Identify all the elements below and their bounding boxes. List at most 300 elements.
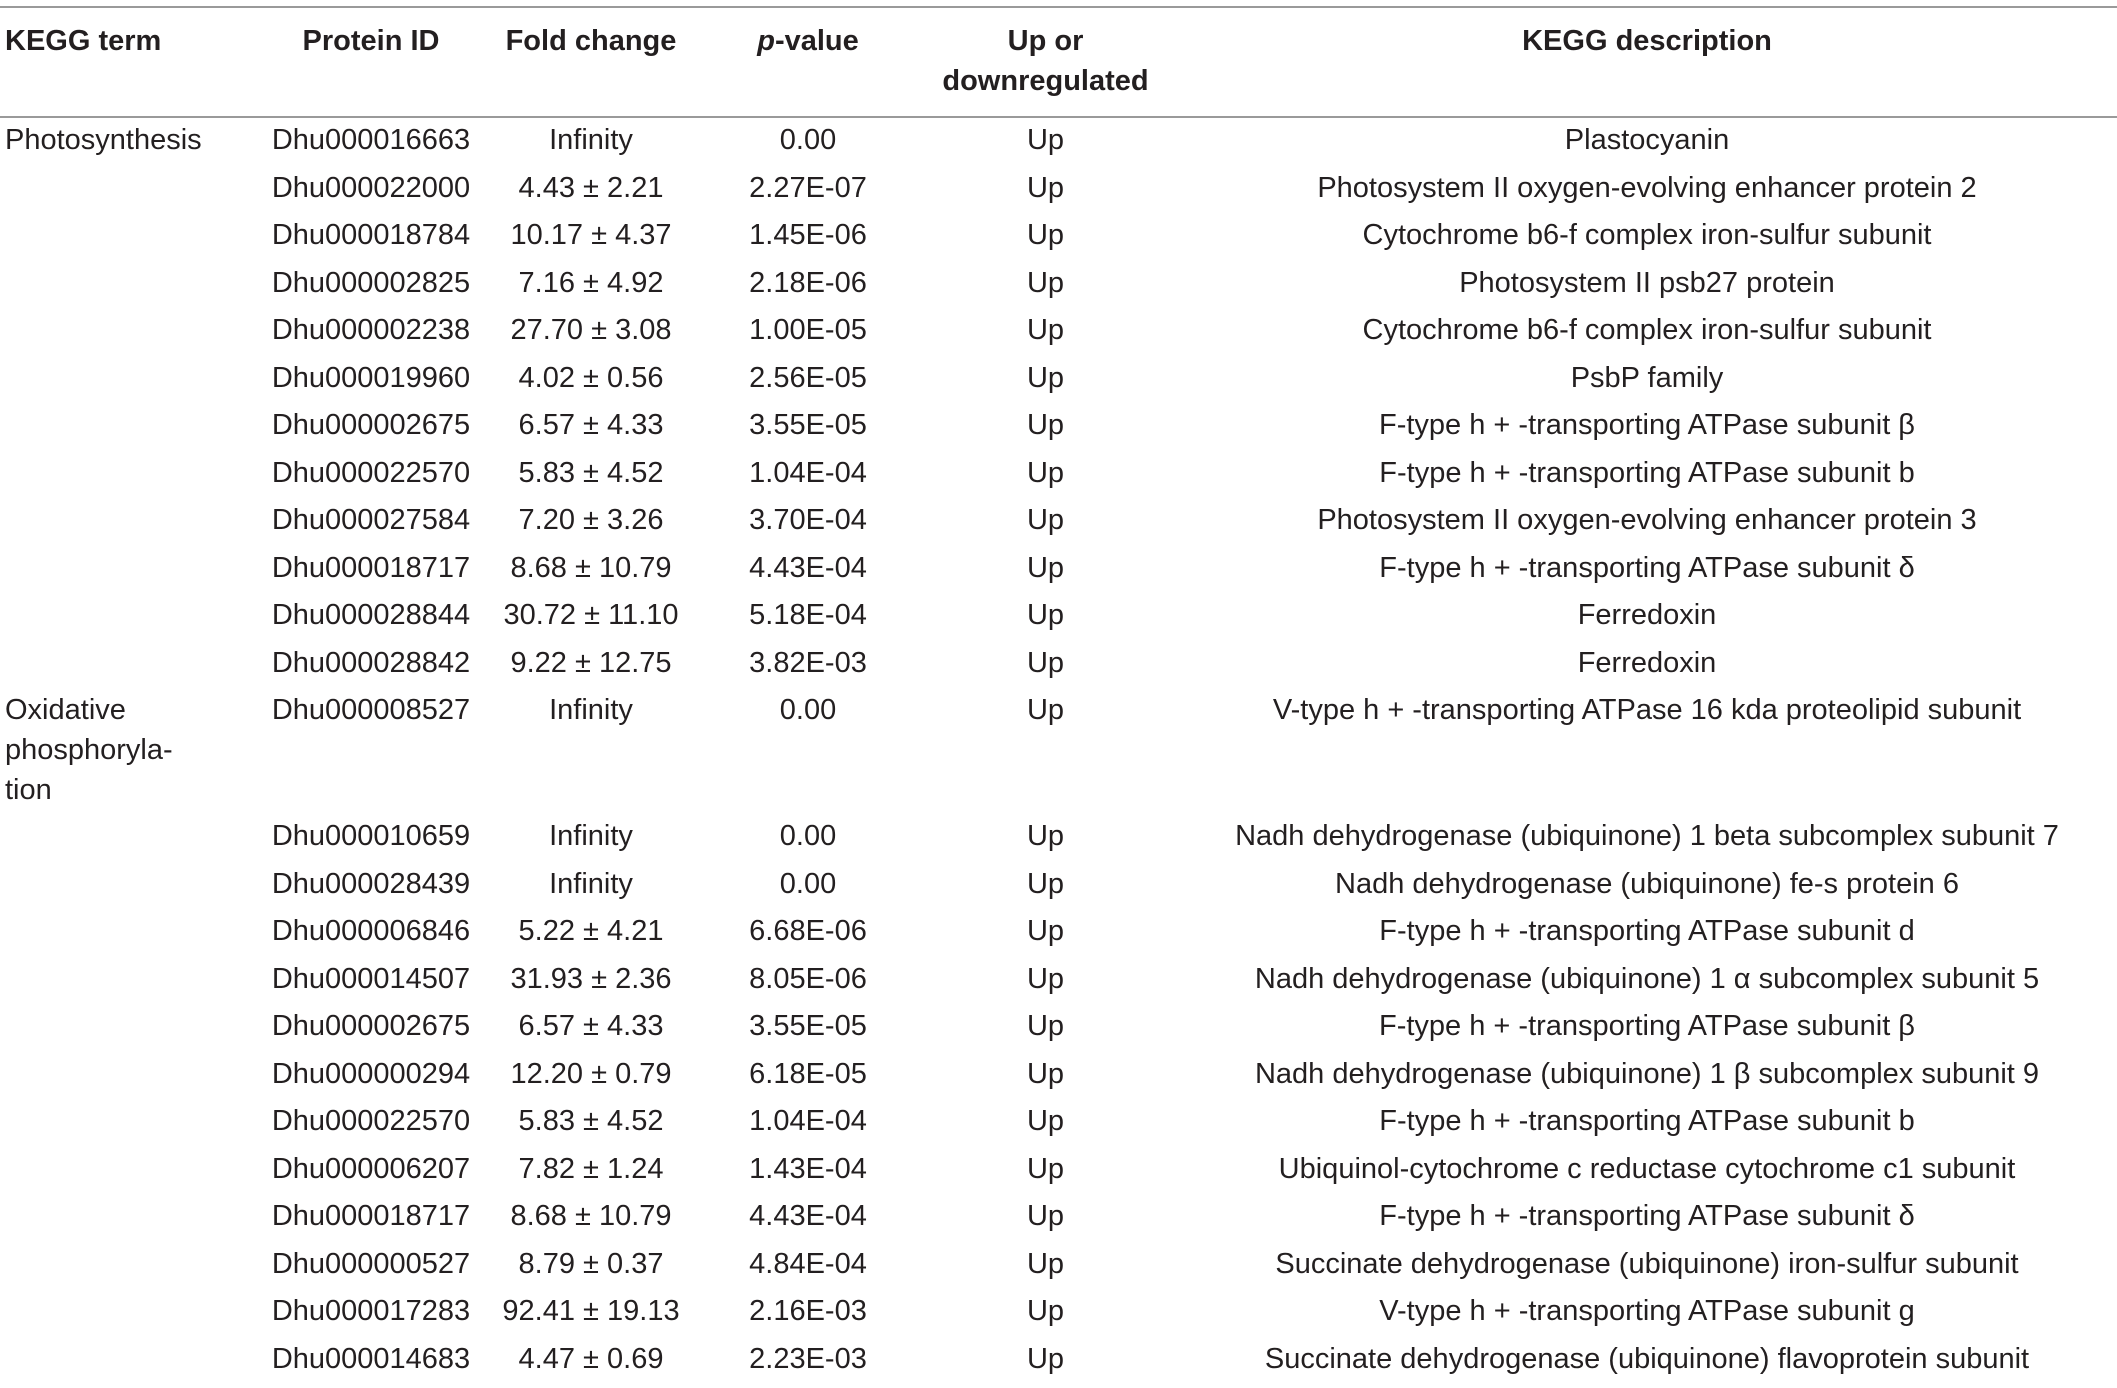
cell-kegg-term bbox=[0, 1051, 262, 1099]
cell-fold-change-text: 4.02 ± 0.56 bbox=[518, 361, 664, 394]
cell-protein-id-text: Dhu000018717 bbox=[271, 551, 471, 584]
cell-protein-id bbox=[262, 1241, 480, 1289]
cell-regulation bbox=[914, 450, 1177, 498]
cell-fold-change-text: 5.22 ± 4.21 bbox=[518, 915, 664, 947]
cell-kegg-description-text: Ferredoxin bbox=[1577, 599, 1717, 631]
cell-regulation bbox=[914, 212, 1177, 260]
cell-regulation-text: Up bbox=[1026, 171, 1065, 204]
cell-regulation-text: Up bbox=[1026, 1105, 1065, 1137]
cell-protein-id-text: Dhu000002825 bbox=[271, 266, 471, 299]
table-row bbox=[0, 260, 2117, 308]
cell-fold-change-text: 30.72 ± 11.10 bbox=[503, 599, 679, 631]
cell-regulation bbox=[914, 1336, 1177, 1384]
cell-protein-id bbox=[262, 1336, 480, 1384]
cell-kegg-term bbox=[0, 956, 262, 1004]
cell-protein-id-text: Dhu000014507 bbox=[271, 962, 471, 995]
cell-kegg-description bbox=[1177, 908, 2117, 956]
table-row bbox=[0, 165, 2117, 213]
cell-p-value-text: 2.18E-06 bbox=[749, 266, 867, 299]
cell-p-value bbox=[702, 212, 914, 260]
cell-fold-change-text: 8.68 ± 10.79 bbox=[510, 1200, 672, 1232]
cell-p-value-text: 8.05E-06 bbox=[749, 962, 867, 995]
cell-fold-change-text: 7.16 ± 4.92 bbox=[518, 266, 664, 299]
cell-kegg-term-text bbox=[5, 813, 195, 816]
cell-kegg-term-text bbox=[5, 1098, 195, 1101]
cell-protein-id-text: Dhu000002675 bbox=[271, 409, 471, 441]
cell-p-value bbox=[702, 545, 914, 593]
cell-kegg-description-text: Photosystem II oxygen-evolving enhancer protein 3 bbox=[1317, 504, 1977, 536]
cell-kegg-term-text bbox=[5, 1336, 195, 1339]
cell-kegg-description-text: V-type h + -transporting ATPase subunit g bbox=[1379, 1295, 1915, 1327]
cell-protein-id-text: Dhu000008527 bbox=[271, 694, 471, 726]
cell-p-value-text: 3.55E-05 bbox=[749, 1010, 867, 1042]
cell-p-value-text: 0.00 bbox=[779, 694, 837, 726]
cell-kegg-description-text: Succinate dehydrogenase (ubiquinone) flavoprotein subunit bbox=[1264, 1342, 2030, 1375]
cell-protein-id-text: Dhu000022570 bbox=[271, 456, 471, 489]
cell-regulation-text: Up bbox=[1026, 962, 1065, 995]
cell-regulation bbox=[914, 640, 1177, 688]
cell-protein-id-text: Dhu000022000 bbox=[271, 171, 471, 204]
cell-kegg-description bbox=[1177, 1146, 2117, 1194]
cell-kegg-description bbox=[1177, 1288, 2117, 1336]
cell-kegg-term-text bbox=[5, 1146, 195, 1149]
header-up-down: Up or downregulated bbox=[942, 25, 1149, 97]
cell-kegg-description-text: F-type h + -transporting ATPase subunit δ bbox=[1379, 1200, 1915, 1232]
cell-protein-id bbox=[262, 1146, 480, 1194]
table-row bbox=[0, 117, 2117, 165]
cell-fold-change bbox=[480, 861, 702, 909]
cell-protein-id-text: Dhu000018717 bbox=[271, 1200, 471, 1232]
cell-protein-id bbox=[262, 1193, 480, 1241]
table-row bbox=[0, 1146, 2117, 1194]
table-row bbox=[0, 212, 2117, 260]
cell-fold-change bbox=[480, 1288, 702, 1336]
cell-protein-id-text: Dhu000018784 bbox=[271, 219, 471, 251]
cell-fold-change-text: 31.93 ± 2.36 bbox=[510, 962, 672, 995]
cell-kegg-description bbox=[1177, 355, 2117, 403]
cell-fold-change bbox=[480, 450, 702, 498]
cell-fold-change-text: 6.57 ± 4.33 bbox=[518, 409, 664, 441]
table-header bbox=[0, 0, 2117, 117]
cell-p-value-text: 2.16E-03 bbox=[749, 1295, 867, 1327]
cell-protein-id bbox=[262, 956, 480, 1004]
cell-p-value bbox=[702, 497, 914, 545]
cell-regulation-text: Up bbox=[1026, 694, 1065, 726]
cell-p-value-text: 4.43E-04 bbox=[749, 551, 867, 584]
table-row bbox=[0, 1051, 2117, 1099]
cell-regulation bbox=[914, 1146, 1177, 1194]
cell-fold-change-text: 7.82 ± 1.24 bbox=[518, 1152, 664, 1185]
cell-fold-change bbox=[480, 1098, 702, 1146]
cell-fold-change bbox=[480, 1051, 702, 1099]
cell-kegg-term-text bbox=[5, 640, 195, 643]
cell-p-value-text: 6.68E-06 bbox=[749, 915, 867, 947]
cell-p-value-text: 4.43E-04 bbox=[749, 1200, 867, 1232]
cell-p-value bbox=[702, 165, 914, 213]
cell-p-value bbox=[702, 1241, 914, 1289]
cell-kegg-term-text bbox=[5, 355, 195, 358]
cell-protein-id bbox=[262, 1051, 480, 1099]
cell-kegg-term bbox=[0, 1288, 262, 1336]
cell-kegg-description bbox=[1177, 640, 2117, 688]
cell-regulation-text: Up bbox=[1026, 867, 1065, 900]
cell-kegg-term-text: Photosynthesis bbox=[5, 124, 202, 156]
cell-kegg-description bbox=[1177, 117, 2117, 165]
cell-p-value-text: 1.43E-04 bbox=[749, 1152, 867, 1185]
header-kegg-description: KEGG description bbox=[1522, 25, 1772, 57]
cell-protein-id bbox=[262, 908, 480, 956]
cell-fold-change-text: Infinity bbox=[549, 820, 633, 852]
cell-kegg-term bbox=[0, 165, 262, 213]
cell-kegg-description-text: F-type h + -transporting ATPase subunit δ bbox=[1379, 551, 1915, 584]
cell-regulation bbox=[914, 592, 1177, 640]
cell-protein-id bbox=[262, 861, 480, 909]
cell-kegg-term bbox=[0, 117, 262, 165]
cell-p-value-text: 2.23E-03 bbox=[749, 1342, 867, 1375]
cell-protein-id-text: Dhu000028439 bbox=[271, 867, 471, 900]
header-kegg-term: KEGG term bbox=[5, 25, 162, 57]
cell-kegg-description bbox=[1177, 1003, 2117, 1051]
cell-fold-change bbox=[480, 117, 702, 165]
cell-kegg-description-text: Nadh dehydrogenase (ubiquinone) fe-s protein 6 bbox=[1335, 867, 1959, 900]
cell-regulation-text: Up bbox=[1026, 915, 1065, 947]
cell-regulation-text: Up bbox=[1026, 1295, 1065, 1327]
cell-p-value-text: 3.70E-04 bbox=[749, 504, 867, 536]
cell-kegg-term bbox=[0, 1098, 262, 1146]
cell-p-value bbox=[702, 355, 914, 403]
cell-protein-id bbox=[262, 592, 480, 640]
cell-kegg-description-text: V-type h + -transporting ATPase 16 kda proteolipid subunit bbox=[1272, 694, 2022, 726]
cell-p-value bbox=[702, 1336, 914, 1384]
cell-kegg-description-text: PsbP family bbox=[1570, 361, 1724, 394]
cell-protein-id bbox=[262, 640, 480, 688]
cell-regulation-text: Up bbox=[1026, 1057, 1065, 1090]
cell-regulation bbox=[914, 1193, 1177, 1241]
cell-fold-change bbox=[480, 1146, 702, 1194]
cell-kegg-term-text bbox=[5, 861, 195, 864]
cell-fold-change-text: 5.83 ± 4.52 bbox=[518, 456, 664, 489]
cell-protein-id-text: Dhu000022570 bbox=[271, 1105, 471, 1137]
cell-kegg-description-text: F-type h + -transporting ATPase subunit β bbox=[1379, 1010, 1915, 1042]
table-row bbox=[0, 497, 2117, 545]
cell-protein-id bbox=[262, 402, 480, 450]
cell-kegg-term bbox=[0, 592, 262, 640]
cell-kegg-description bbox=[1177, 1098, 2117, 1146]
cell-kegg-description-text: Photosystem II psb27 protein bbox=[1459, 266, 1835, 299]
cell-kegg-description bbox=[1177, 402, 2117, 450]
cell-fold-change-text: 92.41 ± 19.13 bbox=[502, 1295, 680, 1327]
cell-kegg-term-text bbox=[5, 450, 195, 453]
table-row bbox=[0, 592, 2117, 640]
cell-p-value-text: 0.00 bbox=[779, 867, 837, 900]
table-row bbox=[0, 307, 2117, 355]
cell-regulation bbox=[914, 813, 1177, 861]
cell-kegg-term bbox=[0, 545, 262, 593]
cell-kegg-term-text bbox=[5, 497, 195, 500]
cell-kegg-term bbox=[0, 1241, 262, 1289]
cell-fold-change bbox=[480, 1336, 702, 1384]
cell-regulation-text: Up bbox=[1026, 456, 1065, 489]
cell-fold-change-text: 7.20 ± 3.26 bbox=[518, 504, 664, 536]
cell-protein-id-text: Dhu000014683 bbox=[271, 1342, 471, 1375]
cell-kegg-term-text bbox=[5, 545, 195, 548]
cell-kegg-term bbox=[0, 212, 262, 260]
cell-kegg-term bbox=[0, 640, 262, 688]
cell-regulation-text: Up bbox=[1026, 646, 1065, 679]
cell-fold-change bbox=[480, 260, 702, 308]
cell-fold-change bbox=[480, 640, 702, 688]
cell-regulation-text: Up bbox=[1026, 820, 1065, 852]
cell-p-value-text: 1.04E-04 bbox=[749, 1105, 867, 1137]
cell-protein-id bbox=[262, 813, 480, 861]
header-p-value bbox=[702, 0, 914, 117]
cell-fold-change bbox=[480, 355, 702, 403]
table-row bbox=[0, 956, 2117, 1004]
cell-p-value-text: 4.84E-04 bbox=[749, 1247, 867, 1280]
table-row bbox=[0, 908, 2117, 956]
cell-kegg-description-text: Plastocyanin bbox=[1564, 124, 1730, 156]
table-row bbox=[0, 640, 2117, 688]
cell-fold-change bbox=[480, 165, 702, 213]
cell-regulation-text: Up bbox=[1026, 266, 1065, 299]
cell-fold-change bbox=[480, 592, 702, 640]
cell-kegg-term-text bbox=[5, 592, 195, 595]
cell-fold-change-text: Infinity bbox=[549, 124, 633, 156]
cell-kegg-term-text bbox=[5, 908, 195, 911]
cell-regulation-text: Up bbox=[1026, 551, 1065, 584]
table-row bbox=[0, 813, 2117, 861]
table-row bbox=[0, 861, 2117, 909]
cell-p-value bbox=[702, 1051, 914, 1099]
cell-kegg-description bbox=[1177, 497, 2117, 545]
cell-regulation bbox=[914, 1051, 1177, 1099]
cell-fold-change bbox=[480, 545, 702, 593]
cell-protein-id-text: Dhu000006846 bbox=[271, 915, 471, 947]
cell-protein-id bbox=[262, 1288, 480, 1336]
cell-p-value bbox=[702, 450, 914, 498]
cell-kegg-term-text bbox=[5, 1241, 195, 1244]
cell-p-value-text: 1.04E-04 bbox=[749, 456, 867, 489]
header-p-rest: -value bbox=[774, 25, 859, 57]
cell-p-value bbox=[702, 1193, 914, 1241]
cell-regulation bbox=[914, 117, 1177, 165]
cell-regulation-text: Up bbox=[1026, 599, 1065, 631]
cell-protein-id-text: Dhu000028842 bbox=[271, 646, 471, 679]
cell-regulation-text: Up bbox=[1026, 314, 1065, 346]
cell-fold-change bbox=[480, 908, 702, 956]
cell-kegg-term-text bbox=[5, 1288, 195, 1291]
cell-kegg-description bbox=[1177, 1051, 2117, 1099]
cell-p-value bbox=[702, 260, 914, 308]
table-row bbox=[0, 355, 2117, 403]
cell-kegg-term-text bbox=[5, 165, 195, 168]
cell-protein-id bbox=[262, 355, 480, 403]
cell-kegg-description bbox=[1177, 307, 2117, 355]
cell-kegg-description-text: F-type h + -transporting ATPase subunit β bbox=[1379, 409, 1915, 441]
cell-kegg-description-text: Cytochrome b6-f complex iron-sulfur subunit bbox=[1362, 314, 1932, 346]
cell-kegg-term bbox=[0, 813, 262, 861]
cell-p-value bbox=[702, 1098, 914, 1146]
cell-p-value bbox=[702, 687, 914, 813]
table-row bbox=[0, 1288, 2117, 1336]
cell-fold-change-text: 10.17 ± 4.37 bbox=[510, 219, 672, 251]
cell-p-value bbox=[702, 592, 914, 640]
cell-kegg-description-text: F-type h + -transporting ATPase subunit b bbox=[1379, 1105, 1915, 1137]
cell-kegg-description bbox=[1177, 592, 2117, 640]
cell-p-value bbox=[702, 640, 914, 688]
cell-protein-id-text: Dhu000016663 bbox=[271, 124, 471, 156]
cell-kegg-term bbox=[0, 355, 262, 403]
cell-kegg-term bbox=[0, 307, 262, 355]
cell-kegg-description-text: F-type h + -transporting ATPase subunit d bbox=[1379, 915, 1915, 947]
cell-regulation-text: Up bbox=[1026, 1200, 1065, 1232]
cell-protein-id bbox=[262, 117, 480, 165]
table-row bbox=[0, 450, 2117, 498]
table-body bbox=[0, 117, 2117, 1383]
cell-regulation bbox=[914, 1098, 1177, 1146]
cell-protein-id bbox=[262, 1003, 480, 1051]
cell-regulation bbox=[914, 260, 1177, 308]
cell-kegg-description bbox=[1177, 165, 2117, 213]
cell-regulation-text: Up bbox=[1026, 1342, 1065, 1375]
cell-fold-change-text: 4.47 ± 0.69 bbox=[518, 1342, 664, 1375]
table-row bbox=[0, 1193, 2117, 1241]
cell-regulation bbox=[914, 1288, 1177, 1336]
cell-kegg-description bbox=[1177, 1336, 2117, 1384]
cell-kegg-term-text bbox=[5, 1003, 195, 1006]
cell-p-value bbox=[702, 861, 914, 909]
cell-kegg-term bbox=[0, 402, 262, 450]
cell-protein-id-text: Dhu000019960 bbox=[271, 361, 471, 394]
cell-protein-id bbox=[262, 687, 480, 813]
cell-kegg-description-text: Succinate dehydrogenase (ubiquinone) iron-sulfur subunit bbox=[1275, 1247, 2019, 1280]
cell-fold-change bbox=[480, 956, 702, 1004]
cell-kegg-description bbox=[1177, 861, 2117, 909]
cell-fold-change-text: 8.79 ± 0.37 bbox=[518, 1247, 664, 1280]
cell-p-value-text: 2.27E-07 bbox=[749, 171, 867, 204]
cell-p-value-text: 0.00 bbox=[779, 124, 837, 156]
cell-kegg-term-text bbox=[5, 956, 195, 959]
cell-protein-id bbox=[262, 212, 480, 260]
table-row bbox=[0, 687, 2117, 813]
cell-p-value-text: 5.18E-04 bbox=[749, 599, 867, 631]
cell-kegg-term bbox=[0, 687, 262, 813]
table-row bbox=[0, 1003, 2117, 1051]
cell-kegg-term bbox=[0, 260, 262, 308]
cell-protein-id bbox=[262, 260, 480, 308]
cell-regulation bbox=[914, 956, 1177, 1004]
cell-fold-change-text: 6.57 ± 4.33 bbox=[518, 1010, 664, 1042]
cell-regulation bbox=[914, 165, 1177, 213]
cell-p-value bbox=[702, 956, 914, 1004]
cell-fold-change-text: Infinity bbox=[549, 694, 633, 726]
cell-p-value-text: 3.82E-03 bbox=[749, 646, 867, 679]
cell-fold-change bbox=[480, 307, 702, 355]
cell-protein-id-text: Dhu000002675 bbox=[271, 1010, 471, 1042]
cell-kegg-description-text: Cytochrome b6-f complex iron-sulfur subunit bbox=[1362, 219, 1932, 251]
cell-p-value-text: 1.45E-06 bbox=[749, 219, 867, 251]
cell-kegg-description bbox=[1177, 687, 2117, 813]
cell-kegg-description-text: Nadh dehydrogenase (ubiquinone) 1 β subcomplex subunit 9 bbox=[1254, 1057, 2040, 1090]
cell-p-value-text: 2.56E-05 bbox=[749, 361, 867, 394]
cell-regulation bbox=[914, 355, 1177, 403]
cell-regulation-text: Up bbox=[1026, 219, 1065, 251]
cell-kegg-description bbox=[1177, 212, 2117, 260]
cell-kegg-description-text: Nadh dehydrogenase (ubiquinone) 1 beta subcomplex subunit 7 bbox=[1235, 820, 2059, 852]
cell-protein-id-text: Dhu000028844 bbox=[271, 599, 471, 631]
cell-kegg-description bbox=[1177, 813, 2117, 861]
table-row bbox=[0, 1336, 2117, 1384]
cell-kegg-term-text bbox=[5, 212, 195, 215]
cell-kegg-term-text bbox=[5, 1051, 195, 1054]
cell-p-value-text: 0.00 bbox=[779, 820, 837, 852]
cell-p-value-text: 6.18E-05 bbox=[749, 1057, 867, 1090]
cell-p-value bbox=[702, 1003, 914, 1051]
cell-fold-change bbox=[480, 1003, 702, 1051]
cell-protein-id bbox=[262, 545, 480, 593]
cell-kegg-term-text bbox=[5, 1193, 195, 1196]
cell-p-value bbox=[702, 402, 914, 450]
cell-regulation bbox=[914, 908, 1177, 956]
cell-regulation-text: Up bbox=[1026, 361, 1065, 394]
cell-kegg-term bbox=[0, 450, 262, 498]
cell-kegg-term-text bbox=[5, 260, 195, 263]
cell-fold-change-text: 12.20 ± 0.79 bbox=[510, 1057, 672, 1090]
cell-protein-id-text: Dhu000002238 bbox=[271, 314, 471, 346]
cell-regulation-text: Up bbox=[1026, 409, 1065, 441]
cell-fold-change-text: 9.22 ± 12.75 bbox=[510, 646, 672, 679]
cell-kegg-term-text: Oxidative phosphoryla-tion bbox=[5, 694, 173, 806]
cell-protein-id-text: Dhu000010659 bbox=[271, 820, 471, 852]
cell-p-value-text: 3.55E-05 bbox=[749, 409, 867, 441]
header-protein-id: Protein ID bbox=[302, 25, 440, 57]
cell-fold-change bbox=[480, 813, 702, 861]
cell-kegg-term bbox=[0, 1193, 262, 1241]
cell-kegg-description-text: F-type h + -transporting ATPase subunit b bbox=[1379, 456, 1915, 489]
header-fold-change: Fold change bbox=[505, 25, 677, 57]
cell-regulation-text: Up bbox=[1026, 1010, 1065, 1042]
cell-regulation bbox=[914, 307, 1177, 355]
table-row bbox=[0, 1098, 2117, 1146]
cell-p-value bbox=[702, 813, 914, 861]
table-row bbox=[0, 1241, 2117, 1289]
cell-protein-id-text: Dhu000000294 bbox=[271, 1057, 471, 1090]
cell-regulation bbox=[914, 1241, 1177, 1289]
cell-p-value bbox=[702, 117, 914, 165]
cell-regulation bbox=[914, 687, 1177, 813]
cell-protein-id bbox=[262, 165, 480, 213]
cell-fold-change-text: 27.70 ± 3.08 bbox=[510, 314, 672, 346]
cell-fold-change-text: 8.68 ± 10.79 bbox=[510, 551, 672, 584]
cell-kegg-term bbox=[0, 908, 262, 956]
cell-p-value bbox=[702, 908, 914, 956]
cell-fold-change bbox=[480, 212, 702, 260]
cell-protein-id-text: Dhu000006207 bbox=[271, 1152, 471, 1185]
cell-fold-change bbox=[480, 1241, 702, 1289]
cell-kegg-term bbox=[0, 1003, 262, 1051]
cell-protein-id bbox=[262, 1098, 480, 1146]
cell-fold-change bbox=[480, 1193, 702, 1241]
table-row bbox=[0, 402, 2117, 450]
cell-protein-id-text: Dhu000000527 bbox=[271, 1247, 471, 1280]
cell-regulation bbox=[914, 545, 1177, 593]
cell-protein-id bbox=[262, 307, 480, 355]
cell-fold-change-text: Infinity bbox=[549, 867, 633, 900]
cell-p-value-text: 1.00E-05 bbox=[749, 314, 867, 346]
table-row bbox=[0, 545, 2117, 593]
cell-kegg-term-text bbox=[5, 402, 195, 405]
cell-regulation bbox=[914, 497, 1177, 545]
